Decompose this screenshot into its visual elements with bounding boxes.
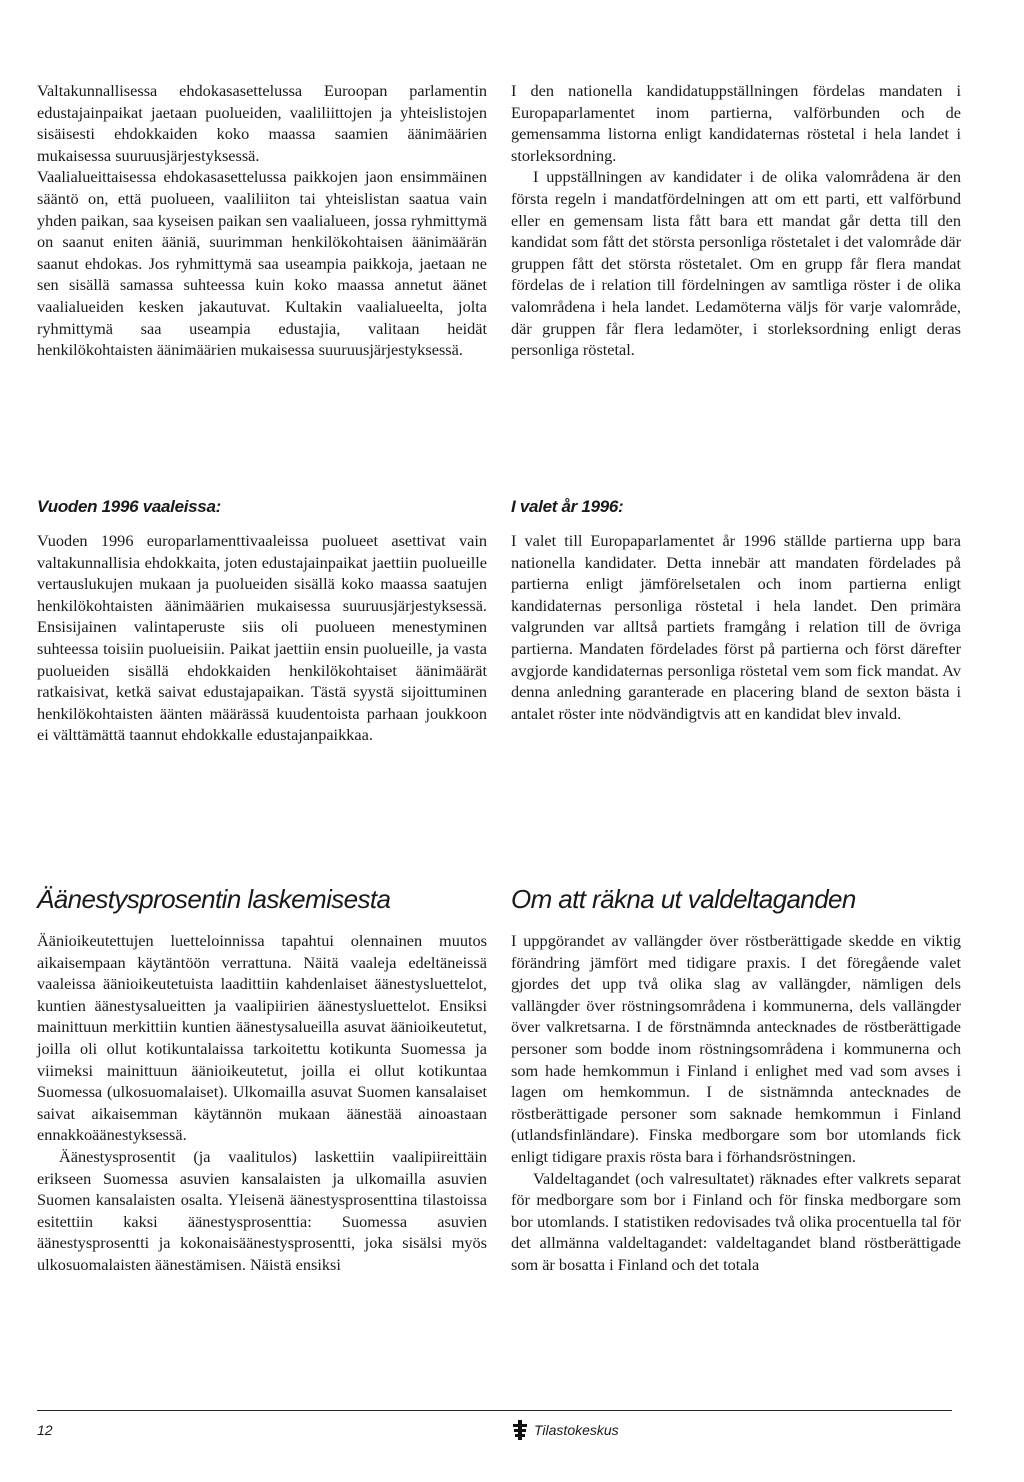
- publisher-logo: [512, 1420, 619, 1440]
- paragraph: Vaalialueittaisessa ehdokasasettelussa paikkojen jaon ensimmäinen sääntö on, että puolueen, vaaliliiton tai yhteislistan saatua vain yhden paikan, saa kyseisen paikan sen vaalialueen, jossa ryhmittymä on saanut eniten ääniä, suurimman henkilökohtaisen äänimäärän saanut ehdokas. Jos ryhmittymä saa useampia paikkoja, jaetaan ne sen sisällä samassa suhteessa kuin koko maassa annetut äänet vaalialueiden kesken jakautuvat. Kultakin vaalialueelta, jolta ryhmittymä saa useampia edustajia, valitaan heidät henkilökohtaisten äänimäärien mukaisessa suuruusjärjestyksessä.: [37, 167, 487, 360]
- finnish-1996-text: [37, 530, 487, 746]
- statistics-finland-icon: [512, 1420, 528, 1440]
- finnish-section-heading: Äänestysprosentin laskemisesta: [37, 884, 391, 914]
- swedish-section-heading: Om att räkna ut valdeltaganden: [511, 884, 856, 914]
- finnish-subheading: Vuoden 1996 vaaleissa:: [37, 497, 221, 516]
- finnish-turnout-text: [37, 930, 487, 1276]
- paragraph: I uppställningen av kandidater i de olika valområdena är den första regeln i mandatfördelningen att om ett parti, ett valförbund eller en gemensam lista fått bara ett mandat går detta till den kandidat som fått det största personliga röstetalet i det valområde där gruppen fått det största röstetalet. Om en grupp får flera mandat fördelas de i relation till fördelningen av samtliga röster i de olika valområdena i hela landet. Ledamöterna väljs för varje valområde, där gruppen får flera ledamöter, i storleksordning enligt deras personliga röstetal.: [511, 167, 961, 360]
- swedish-1996-text: [511, 530, 961, 724]
- paragraph: I den nationella kandidatuppställningen fördelas mandaten i Europaparlamentet inom partierna, valförbunden och de gemensamma listorna enligt kandidaternas röstetal i hela landet i storleksordning.: [511, 81, 961, 165]
- paragraph: Vuoden 1996 europarlamenttivaaleissa puolueet asettivat vain valtakunnallisia ehdokkaita, joten edustajainpaikat jaettiin puolueille vertauslukujen mukaan ja puolueiden sisällä koko maassa saatujen henkilökohtaisten äänimäärien mukaisessa suuruusjärjestyksessä. Ensisijainen valintaperuste siis oli puolueen menestyminen suhteessa toisiin puolueisiin. Paikat jaettiin ensin puolueille, ja vasta puolueiden sisällä ehdokkaiden henkilökohtaiset äänimäärät ratkaisivat, ketkä saivat edustajapaikan. Tästä syystä sijoittuminen henkilökohtaisten äänten määrässä kuudentoista parhaan joukkoon ei välttämättä taannut ehdokkalle edustajanpaikkaa.: [37, 531, 487, 745]
- page-number: 12: [37, 1422, 53, 1438]
- paragraph: I uppgörandet av vallängder över röstberättigade skedde en viktig förändring jämfört med tidigare praxis. I det föregående valet gjordes det upp två olika slag av vallängder, nämligen dels vallängder över röstningsområdena i kommunerna, dels vallängder över valkretsarna. I de förstnämnda antecknades de röstberättigade personer som bodde inom röstningsområdena i kommunerna och som hade hemkommun i Finland i enlighet med vad som avses i lagen om hemkommun. I de sistnämnda antecknades de röstberättigade personer som saknade hemkommun i Finland (utlandsfinländare). Finska medborgare som bor utomlands fick enligt tidigare praxis rösta bara i förhandsröstningen.: [511, 931, 961, 1166]
- paragraph: Valtakunnallisessa ehdokasasettelussa Euroopan parlamentin edustajainpaikat jaetaan puolueiden, vaaliliittojen ja yhteislistojen sisäisesti ehdokkaiden koko maassa saamien äänimäärien mukaisessa suuruusjärjestyksessä.: [37, 81, 487, 165]
- swedish-turnout-text: [511, 930, 961, 1276]
- paragraph: I valet till Europaparlamentet år 1996 ställde partierna upp bara nationella kandidater. Detta innebär att mandaten fördelades på partierna enligt jämförelsetalen och inom partierna enligt kandidaternas personliga röstetal i hela landet. Den primära valgrunden var alltså partiets framgång i relation till de övriga partierna. Mandaten fördelades först på partierna och först därefter avgjorde kandidaternas personliga röstetal vem som fick mandat. Av denna anledning garanterade en placering bland de sexton bästa i antalet röster inte nödvändigtvis att en kandidat blev invald.: [511, 531, 961, 723]
- swedish-subheading: I valet år 1996:: [511, 497, 624, 516]
- footer-rule: [37, 1410, 952, 1411]
- paragraph: Äänestysprosentit (ja vaalitulos) laskettiin vaalipiireittäin erikseen Suomessa asuvien kansalaisten ja ulkomailla asuvien Suomen kansalaisten osalta. Yleisenä äänestysprosenttina tilastoissa esitettiin kaksi äänestysprosenttia: Suomessa asuvien äänestysprosentti ja kokonaisäänestysprosentti, joka sisälsi myös ulkosuomalaisten äänestämisen. Näistä ensiksi: [37, 1146, 487, 1274]
- paragraph: Valdeltagandet (och valresultatet) räknades efter valkrets separat för medborgare som bor i Finland och för finska medborgare som bor utomlands. I statistiken redovisades två olika procentuella tal för det allmänna valdeltagandet: valdeltagandet bland röstberättigade som är bosatta i Finland och det totala: [511, 1168, 961, 1274]
- finnish-intro-text: [37, 80, 487, 361]
- swedish-intro-text: [511, 80, 961, 361]
- paragraph: Äänioikeutettujen luetteloinnissa tapahtui olennainen muutos aikaisempaan käytäntöön verrattuna. Näitä vaaleja edeltäneissä vaaleissa äänioikeutetuista laadittiin kahdenlaiset äänestysluettelot, kuntien äänestysalueitten ja vaalipiirien äänestysluettelot. Ensiksi mainittuun merkittiin kuntien äänestysalueilla asuvat äänioikeutetut, joilla oli ollut kotikuntalaissa tarkoitettu kotikunta Suomessa ja viimeksi mainittuun äänioikeutetut, joilla ei ollut kotikuntaa Suomessa (ulkosuomalaiset). Ulkomailla asuvat Suomen kansalaiset saivat aikaisemman käytännön mukaan äänestää ainoastaan ennakkoäänestyksessä.: [37, 931, 487, 1145]
- publisher-name: Tilastokeskus: [534, 1422, 619, 1438]
